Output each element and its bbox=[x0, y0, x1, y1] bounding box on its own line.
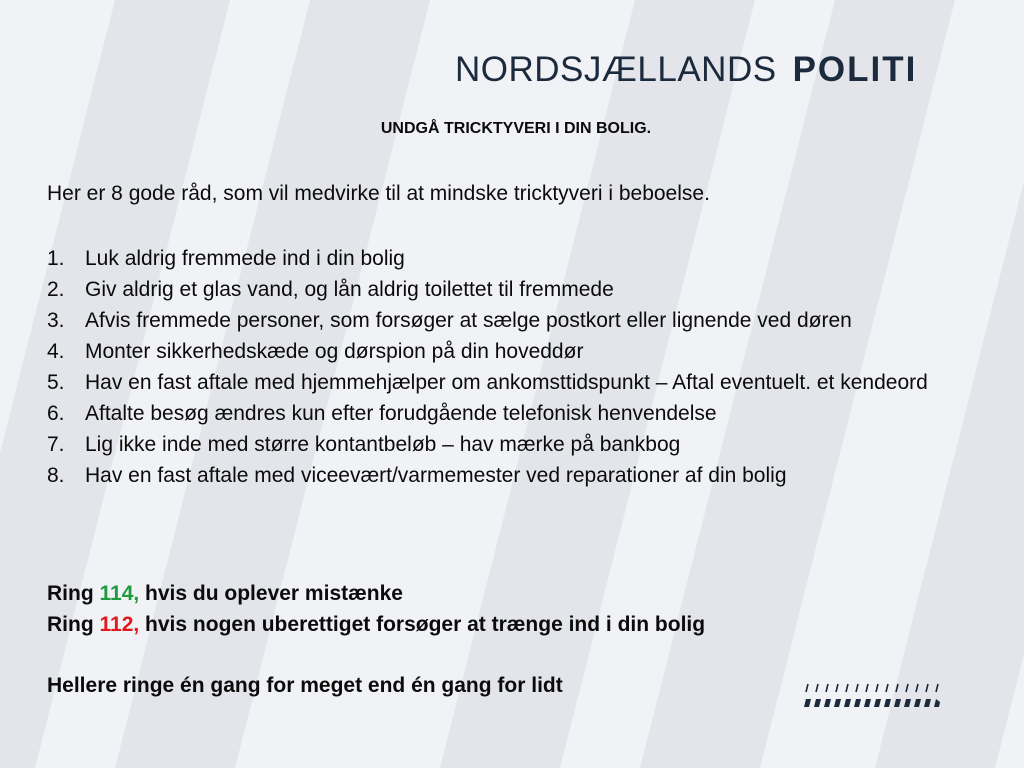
list-item-number: 1. bbox=[47, 247, 65, 270]
list-item bbox=[47, 305, 987, 336]
list-item-number: 3. bbox=[47, 309, 65, 332]
list-item-text: Lig ikke inde med større kontantbeløb – hav mærke på bankbog bbox=[85, 433, 681, 456]
call-prefix: Ring bbox=[47, 613, 100, 636]
list-item-text: Aftalte besøg ændres kun efter forudgående telefonisk henvendelse bbox=[85, 402, 717, 425]
list-item-number: 5. bbox=[47, 371, 65, 394]
call-text: hvis nogen uberettiget forsøger at trænge ind i din bolig bbox=[139, 613, 706, 636]
list-item-text: Hav en fast aftale med hjemmehjælper om ankomsttidspunkt – Aftal eventuelt. et kendeord bbox=[85, 371, 928, 394]
list-item-number: 7. bbox=[47, 433, 65, 456]
emergency-number-112: 112, bbox=[99, 613, 140, 636]
call-114-line bbox=[47, 582, 403, 606]
list-item-number: 8. bbox=[47, 464, 65, 487]
police-logo bbox=[455, 50, 917, 90]
list-item bbox=[47, 243, 987, 274]
logo-nordsjaellands: NORDSJÆLLANDS bbox=[455, 50, 777, 89]
call-prefix: Ring bbox=[47, 582, 100, 605]
list-item-text: Monter sikkerhedskæde og dørspion på din hoveddør bbox=[85, 340, 584, 363]
list-item-number: 4. bbox=[47, 340, 65, 363]
list-item bbox=[47, 398, 987, 429]
list-item-text: Giv aldrig et glas vand, og lån aldrig toilettet til fremmede bbox=[85, 278, 614, 301]
list-item-text: Luk aldrig fremmede ind i din bolig bbox=[85, 247, 405, 270]
intro-text: Her er 8 gode råd, som vil medvirke til at mindske tricktyveri i beboelse. bbox=[47, 182, 710, 205]
list-item bbox=[47, 274, 987, 305]
tips-list bbox=[47, 243, 987, 491]
emergency-number-114: 114, bbox=[99, 582, 140, 605]
list-item-text: Afvis fremmede personer, som forsøger at sælge postkort eller lignende ved døren bbox=[85, 309, 852, 332]
list-item bbox=[47, 336, 987, 367]
closing-line: Hellere ringe én gang for meget end én gang for lidt bbox=[47, 674, 563, 697]
pattern-bottom-row bbox=[804, 699, 940, 707]
list-item-number: 2. bbox=[47, 278, 65, 301]
call-text: hvis du oplever mistænke bbox=[139, 582, 403, 605]
list-item-number: 6. bbox=[47, 402, 65, 425]
list-item-text: Hav en fast aftale med viceevært/varmemester ved reparationer af din bolig bbox=[85, 464, 787, 487]
pattern-top-row bbox=[806, 684, 938, 692]
police-checker-pattern bbox=[802, 683, 940, 709]
list-item bbox=[47, 460, 987, 491]
call-112-line bbox=[47, 613, 705, 637]
list-item bbox=[47, 429, 987, 460]
page-title: UNDGÅ TRICKTYVERI I DIN BOLIG. bbox=[380, 120, 652, 137]
logo-politi: POLITI bbox=[792, 50, 918, 89]
list-item bbox=[47, 367, 987, 398]
